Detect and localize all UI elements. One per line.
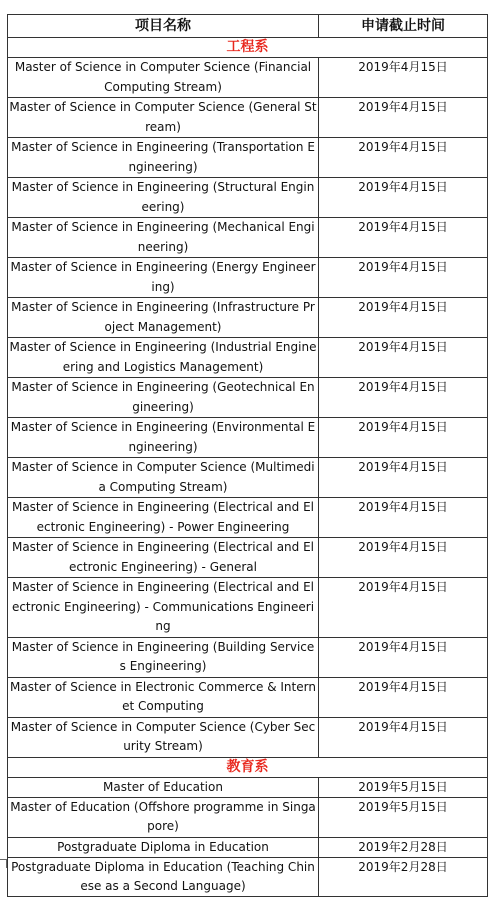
table-header-row — [8, 15, 488, 38]
table-row — [8, 797, 488, 837]
table-row — [8, 138, 488, 178]
program-name-cell: Master of Science in Engineering (Transportation Engineering) — [8, 138, 319, 178]
section-row — [8, 757, 488, 777]
program-name-cell: Postgraduate Diploma in Education (Teaching Chinese as a Second Language) — [8, 857, 319, 896]
table-row — [8, 378, 488, 418]
deadline-cell: 2019年2月28日 — [319, 837, 488, 857]
program-name-cell: Master of Science in Engineering (Building Services Engineering) — [8, 637, 319, 677]
program-name-cell: Master of Education (Offshore programme in Singapore) — [8, 797, 319, 837]
program-name-cell: Master of Science in Computer Science (Financial Computing Stream) — [8, 58, 319, 98]
table-row — [8, 218, 488, 258]
program-name-cell: Postgraduate Diploma in Education — [8, 837, 319, 857]
deadline-cell: 2019年4月15日 — [319, 538, 488, 578]
deadline-cell: 2019年4月15日 — [319, 98, 488, 138]
table-row — [8, 338, 488, 378]
program-name-cell: Master of Science in Engineering (Infrastructure Project Management) — [8, 298, 319, 338]
deadline-cell: 2019年5月15日 — [319, 777, 488, 797]
table-row — [8, 178, 488, 218]
table-row — [8, 837, 488, 857]
program-name-cell: Master of Science in Computer Science (General Stream) — [8, 98, 319, 138]
program-name-cell: Master of Science in Electronic Commerce & Internet Computing — [8, 677, 319, 717]
deadline-cell: 2019年5月15日 — [319, 797, 488, 837]
program-name-cell: Master of Science in Engineering (Environmental Engineering) — [8, 418, 319, 458]
deadline-cell: 2019年4月15日 — [319, 298, 488, 338]
table-row — [8, 98, 488, 138]
program-name-cell: Master of Science in Engineering (Energy Engineering) — [8, 258, 319, 298]
program-name-cell: Master of Science in Engineering (Electrical and Electronic Engineering) - Communications Engineering — [8, 578, 319, 638]
deadline-cell: 2019年4月15日 — [319, 338, 488, 378]
table-row — [8, 298, 488, 338]
section-title: 教育系 — [8, 757, 488, 777]
table-row — [8, 458, 488, 498]
deadline-cell: 2019年4月15日 — [319, 578, 488, 638]
deadline-cell: 2019年4月15日 — [319, 418, 488, 458]
deadline-cell: 2019年4月15日 — [319, 138, 488, 178]
table-row — [8, 857, 488, 896]
section-title: 工程系 — [8, 38, 488, 58]
deadline-cell: 2019年2月28日 — [319, 857, 488, 896]
table-row — [8, 418, 488, 458]
table-row — [8, 58, 488, 98]
table-row — [8, 538, 488, 578]
deadline-cell: 2019年4月15日 — [319, 677, 488, 717]
deadline-cell: 2019年4月15日 — [319, 58, 488, 98]
column-header-deadline: 申请截止时间 — [319, 15, 488, 38]
column-header-program: 项目名称 — [8, 15, 319, 38]
program-name-cell: Master of Science in Engineering (Mechanical Engineering) — [8, 218, 319, 258]
deadline-cell: 2019年4月15日 — [319, 717, 488, 757]
program-name-cell: Master of Science in Computer Science (Multimedia Computing Stream) — [8, 458, 319, 498]
table-row — [8, 498, 488, 538]
deadline-cell: 2019年4月15日 — [319, 178, 488, 218]
table-row — [8, 777, 488, 797]
table-row — [8, 717, 488, 757]
program-name-cell: Master of Science in Computer Science (Cyber Security Stream) — [8, 717, 319, 757]
program-name-cell: Master of Science in Engineering (Structural Engineering) — [8, 178, 319, 218]
deadline-cell: 2019年4月15日 — [319, 378, 488, 418]
deadline-cell: 2019年4月15日 — [319, 258, 488, 298]
table-row — [8, 258, 488, 298]
program-name-cell: Master of Science in Engineering (Electrical and Electronic Engineering) - General — [8, 538, 319, 578]
section-row — [8, 38, 488, 58]
deadline-cell: 2019年4月15日 — [319, 498, 488, 538]
deadline-cell: 2019年4月15日 — [319, 458, 488, 498]
program-name-cell: Master of Science in Engineering (Industrial Engineering and Logistics Management) — [8, 338, 319, 378]
table-row — [8, 637, 488, 677]
table-row — [8, 677, 488, 717]
table-row — [8, 578, 488, 638]
deadline-cell: 2019年4月15日 — [319, 218, 488, 258]
table-body — [8, 38, 488, 897]
deadline-cell: 2019年4月15日 — [319, 637, 488, 677]
program-name-cell: Master of Science in Engineering (Electrical and Electronic Engineering) - Power Engineering — [8, 498, 319, 538]
program-name-cell: Master of Education — [8, 777, 319, 797]
program-name-cell: Master of Science in Engineering (Geotechnical Engineering) — [8, 378, 319, 418]
program-deadline-table — [7, 14, 488, 897]
